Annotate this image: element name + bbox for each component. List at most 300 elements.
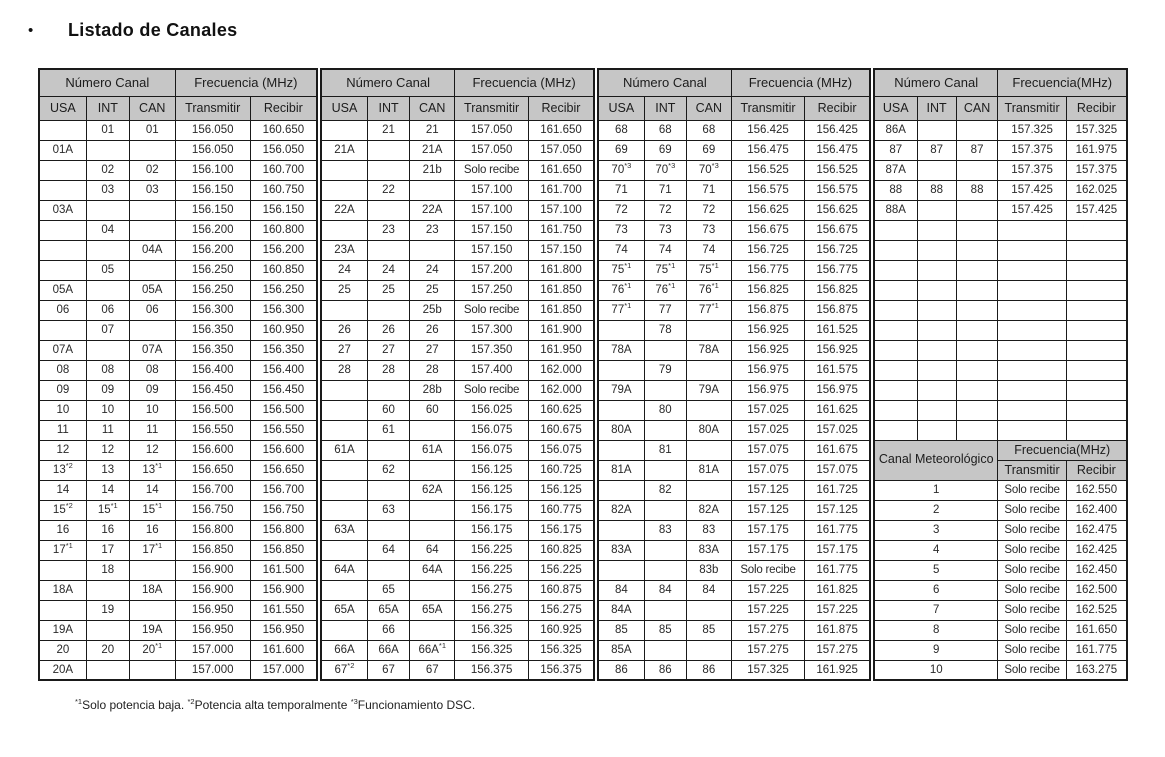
freq-cell: 156.225 bbox=[528, 560, 594, 580]
weather-header-row bbox=[874, 440, 1127, 460]
channel-cell: 22A bbox=[321, 200, 367, 220]
channel-cell: 68 bbox=[598, 120, 644, 140]
channel-cell: 84 bbox=[686, 580, 731, 600]
freq-cell: 157.125 bbox=[731, 500, 804, 520]
freq-cell: 156.350 bbox=[175, 340, 250, 360]
group-header-row bbox=[874, 69, 1127, 96]
channel-cell bbox=[39, 240, 86, 260]
column-header: Recibir bbox=[528, 96, 594, 120]
channel-cell: 02 bbox=[86, 160, 129, 180]
column-header-row bbox=[39, 96, 317, 120]
channel-row bbox=[321, 500, 594, 520]
channel-cell: 06 bbox=[86, 300, 129, 320]
channel-cell: 87A bbox=[874, 160, 917, 180]
freq-cell: 156.700 bbox=[250, 480, 317, 500]
freq-cell: 157.275 bbox=[731, 640, 804, 660]
freq-cell: 156.300 bbox=[250, 300, 317, 320]
column-header: INT bbox=[644, 96, 686, 120]
channel-cell bbox=[367, 300, 409, 320]
channel-cell bbox=[410, 420, 455, 440]
channel-cell bbox=[321, 400, 367, 420]
channel-row bbox=[598, 360, 870, 380]
channel-cell: 87 bbox=[917, 140, 956, 160]
channel-cell bbox=[129, 140, 175, 160]
group-header-row bbox=[598, 69, 870, 96]
channel-cell: 14 bbox=[129, 480, 175, 500]
channel-cell bbox=[598, 360, 644, 380]
channel-cell: 15$^{*2}$ bbox=[39, 500, 86, 520]
channel-row bbox=[39, 600, 317, 620]
freq-cell: 156.150 bbox=[175, 180, 250, 200]
channel-cell: 88 bbox=[917, 180, 956, 200]
channel-cell bbox=[644, 540, 686, 560]
freq-cell: 162.450 bbox=[1066, 560, 1127, 580]
channel-row bbox=[598, 160, 870, 180]
column-header: INT bbox=[917, 96, 956, 120]
freq-cell: 156.925 bbox=[731, 320, 804, 340]
channel-cell bbox=[956, 200, 998, 220]
freq-cell: 156.775 bbox=[805, 260, 870, 280]
freq-cell bbox=[1066, 400, 1127, 420]
channel-row bbox=[321, 260, 594, 280]
channel-row bbox=[321, 440, 594, 460]
channel-cell: 28 bbox=[367, 360, 409, 380]
freq-cell: 160.625 bbox=[528, 400, 594, 420]
channel-cell bbox=[686, 640, 731, 660]
freq-cell: 156.350 bbox=[250, 340, 317, 360]
channel-cell: 85 bbox=[686, 620, 731, 640]
weather-row bbox=[874, 480, 1127, 500]
freq-cell: 156.525 bbox=[805, 160, 870, 180]
freq-cell bbox=[1066, 280, 1127, 300]
freq-cell: 157.275 bbox=[731, 620, 804, 640]
freq-cell: 156.550 bbox=[250, 420, 317, 440]
channel-cell bbox=[410, 620, 455, 640]
channel-cell bbox=[367, 480, 409, 500]
channel-row bbox=[598, 400, 870, 420]
freq-cell bbox=[998, 380, 1066, 400]
channel-cell bbox=[321, 380, 367, 400]
weather-row bbox=[874, 540, 1127, 560]
bullet-icon: • bbox=[28, 22, 34, 39]
channel-cell bbox=[956, 220, 998, 240]
channel-cell: 24 bbox=[321, 260, 367, 280]
channel-cell: 12 bbox=[129, 440, 175, 460]
channel-cell: 85A bbox=[598, 640, 644, 660]
channel-row bbox=[598, 500, 870, 520]
channel-cell: 66A bbox=[321, 640, 367, 660]
freq-cell: Solo recibe bbox=[998, 540, 1066, 560]
channel-cell bbox=[321, 120, 367, 140]
freq-cell: 156.725 bbox=[805, 240, 870, 260]
column-header: Recibir bbox=[1066, 460, 1127, 480]
channel-cell: 83A bbox=[686, 540, 731, 560]
freq-cell: 161.750 bbox=[528, 220, 594, 240]
channel-cell: 71 bbox=[644, 180, 686, 200]
channel-cell bbox=[917, 300, 956, 320]
channel-cell: 60 bbox=[367, 400, 409, 420]
freq-cell: 156.175 bbox=[528, 520, 594, 540]
channel-cell: 64A bbox=[321, 560, 367, 580]
freq-cell: 161.975 bbox=[1066, 140, 1127, 160]
channel-row bbox=[321, 160, 594, 180]
freq-cell: 156.475 bbox=[731, 140, 804, 160]
freq-cell: 157.100 bbox=[455, 200, 529, 220]
channel-cell bbox=[86, 340, 129, 360]
group-header-row bbox=[321, 69, 594, 96]
channel-cell bbox=[321, 580, 367, 600]
channel-cell bbox=[917, 280, 956, 300]
freq-cell: 157.050 bbox=[455, 140, 529, 160]
freq-cell: 157.375 bbox=[998, 160, 1066, 180]
channel-cell: 24 bbox=[367, 260, 409, 280]
channel-cell bbox=[321, 620, 367, 640]
channel-cell: 85 bbox=[598, 620, 644, 640]
channel-cell: 01 bbox=[86, 120, 129, 140]
freq-cell bbox=[1066, 260, 1127, 280]
channel-cell: 83b bbox=[686, 560, 731, 580]
channel-cell: 21A bbox=[410, 140, 455, 160]
channel-cell: 23A bbox=[321, 240, 367, 260]
freq-cell: 156.925 bbox=[805, 340, 870, 360]
freq-cell: Solo recibe bbox=[998, 600, 1066, 620]
channel-cell: 12 bbox=[39, 440, 86, 460]
freq-cell: 156.450 bbox=[250, 380, 317, 400]
channel-cell: 71 bbox=[686, 180, 731, 200]
freq-cell bbox=[1066, 340, 1127, 360]
channel-cell: 78 bbox=[644, 320, 686, 340]
freq-cell: 162.425 bbox=[1066, 540, 1127, 560]
channel-cell bbox=[874, 240, 917, 260]
channel-cell: 12 bbox=[86, 440, 129, 460]
freq-cell: 157.175 bbox=[731, 540, 804, 560]
channel-cell bbox=[874, 220, 917, 240]
channel-cell: 84 bbox=[644, 580, 686, 600]
channel-cell: 10 bbox=[86, 400, 129, 420]
freq-cell: 157.275 bbox=[805, 640, 870, 660]
freq-cell: 157.350 bbox=[455, 340, 529, 360]
channel-row bbox=[598, 540, 870, 560]
weather-row bbox=[874, 560, 1127, 580]
channel-cell: 20 bbox=[86, 640, 129, 660]
channel-row bbox=[321, 580, 594, 600]
channel-cell bbox=[917, 120, 956, 140]
channel-cell: 01 bbox=[129, 120, 175, 140]
freq-cell: 156.400 bbox=[250, 360, 317, 380]
channel-row bbox=[598, 520, 870, 540]
channel-table-group-4 bbox=[873, 68, 1128, 681]
freq-cell: 156.650 bbox=[250, 460, 317, 480]
channel-cell: 88 bbox=[874, 180, 917, 200]
freq-cell: 157.075 bbox=[805, 460, 870, 480]
channel-cell: 27 bbox=[321, 340, 367, 360]
channel-cell bbox=[86, 200, 129, 220]
channel-cell: 27 bbox=[367, 340, 409, 360]
channel-cell: 66 bbox=[367, 620, 409, 640]
channel-cell: 17 bbox=[86, 540, 129, 560]
channel-cell bbox=[644, 340, 686, 360]
freq-cell: 156.500 bbox=[250, 400, 317, 420]
freq-cell bbox=[1066, 360, 1127, 380]
freq-cell: 156.825 bbox=[731, 280, 804, 300]
channel-cell bbox=[39, 120, 86, 140]
channel-cell bbox=[129, 560, 175, 580]
channel-cell: 21 bbox=[410, 120, 455, 140]
freq-cell: 156.725 bbox=[731, 240, 804, 260]
channel-cell: 75$^{*1}$ bbox=[644, 260, 686, 280]
channel-row bbox=[874, 300, 1127, 320]
freq-cell bbox=[998, 340, 1066, 360]
channel-cell: 72 bbox=[644, 200, 686, 220]
channel-cell bbox=[686, 400, 731, 420]
channel-row bbox=[598, 240, 870, 260]
column-header: CAN bbox=[129, 96, 175, 120]
channel-row bbox=[874, 200, 1127, 220]
channel-cell: 69 bbox=[644, 140, 686, 160]
channel-row bbox=[874, 360, 1127, 380]
channel-row bbox=[39, 640, 317, 660]
channel-cell: 74 bbox=[644, 240, 686, 260]
column-header: Transmitir bbox=[175, 96, 250, 120]
freq-cell: Solo recibe bbox=[455, 160, 529, 180]
freq-cell: 160.825 bbox=[528, 540, 594, 560]
channel-row bbox=[321, 600, 594, 620]
freq-cell: 156.825 bbox=[805, 280, 870, 300]
channel-cell: 21 bbox=[367, 120, 409, 140]
freq-cell: 157.050 bbox=[528, 140, 594, 160]
channel-cell: 64 bbox=[410, 540, 455, 560]
weather-channel-cell: 5 bbox=[874, 560, 998, 580]
channel-cell bbox=[129, 600, 175, 620]
channel-row bbox=[321, 320, 594, 340]
channel-cell: 70$^{*3}$ bbox=[598, 160, 644, 180]
column-header: INT bbox=[86, 96, 129, 120]
channel-row bbox=[321, 560, 594, 580]
freq-cell: Solo recibe bbox=[998, 640, 1066, 660]
freq-cell: 157.125 bbox=[805, 500, 870, 520]
freq-cell: 156.975 bbox=[805, 380, 870, 400]
channel-cell: 21A bbox=[321, 140, 367, 160]
channel-cell: 18 bbox=[86, 560, 129, 580]
channel-cell: 01A bbox=[39, 140, 86, 160]
channel-cell bbox=[321, 160, 367, 180]
freq-cell: 156.325 bbox=[528, 640, 594, 660]
channel-row bbox=[39, 320, 317, 340]
channel-cell: 05A bbox=[39, 280, 86, 300]
channel-cell: 88 bbox=[956, 180, 998, 200]
channel-table bbox=[597, 68, 871, 681]
freq-cell: 162.400 bbox=[1066, 500, 1127, 520]
channel-cell bbox=[917, 240, 956, 260]
channel-cell: 25b bbox=[410, 300, 455, 320]
channel-row bbox=[39, 460, 317, 480]
channel-cell bbox=[410, 460, 455, 480]
column-header: Transmitir bbox=[998, 96, 1066, 120]
channel-row bbox=[598, 180, 870, 200]
channel-cell: 74 bbox=[686, 240, 731, 260]
freq-cell bbox=[998, 300, 1066, 320]
channel-row bbox=[321, 660, 594, 680]
channel-cell bbox=[598, 520, 644, 540]
channel-cell: 02 bbox=[129, 160, 175, 180]
channel-cell: 16 bbox=[129, 520, 175, 540]
channel-row bbox=[874, 240, 1127, 260]
freq-cell: 157.150 bbox=[455, 220, 529, 240]
freq-cell: 156.850 bbox=[175, 540, 250, 560]
freq-cell: 156.275 bbox=[528, 600, 594, 620]
freq-cell bbox=[1066, 240, 1127, 260]
column-header: CAN bbox=[686, 96, 731, 120]
freq-cell: 156.150 bbox=[175, 200, 250, 220]
freq-cell: 156.800 bbox=[250, 520, 317, 540]
freq-cell: 156.525 bbox=[731, 160, 804, 180]
column-header: Transmitir bbox=[998, 460, 1066, 480]
freq-cell: 156.575 bbox=[731, 180, 804, 200]
channel-cell bbox=[874, 400, 917, 420]
weather-channel-cell: 9 bbox=[874, 640, 998, 660]
channel-cell bbox=[874, 380, 917, 400]
channel-row bbox=[39, 280, 317, 300]
freq-cell: 156.275 bbox=[455, 600, 529, 620]
channel-cell bbox=[956, 120, 998, 140]
channel-cell bbox=[598, 440, 644, 460]
channel-row bbox=[874, 120, 1127, 140]
channel-cell: 10 bbox=[39, 400, 86, 420]
freq-cell: 161.950 bbox=[528, 340, 594, 360]
channel-cell bbox=[644, 460, 686, 480]
channel-cell: 09 bbox=[129, 380, 175, 400]
channel-cell: 81 bbox=[644, 440, 686, 460]
freq-cell: 157.025 bbox=[731, 400, 804, 420]
channel-row bbox=[321, 620, 594, 640]
freq-cell: 156.075 bbox=[455, 440, 529, 460]
channel-row bbox=[39, 260, 317, 280]
freq-cell: 157.225 bbox=[731, 580, 804, 600]
channel-row bbox=[874, 260, 1127, 280]
freq-cell: 156.175 bbox=[455, 520, 529, 540]
channel-cell: 17$^{*1}$ bbox=[129, 540, 175, 560]
freq-cell: 157.325 bbox=[731, 660, 804, 680]
freq-cell: 156.950 bbox=[175, 620, 250, 640]
channel-cell bbox=[644, 380, 686, 400]
freq-cell: 157.200 bbox=[455, 260, 529, 280]
freq-cell: 156.125 bbox=[455, 460, 529, 480]
channel-row bbox=[321, 540, 594, 560]
channel-row bbox=[39, 160, 317, 180]
freq-cell: 161.525 bbox=[805, 320, 870, 340]
channel-row bbox=[598, 200, 870, 220]
channel-cell: 77 bbox=[644, 300, 686, 320]
channel-cell: 11 bbox=[129, 420, 175, 440]
channel-row bbox=[321, 400, 594, 420]
channel-cell: 72 bbox=[686, 200, 731, 220]
channel-row bbox=[598, 320, 870, 340]
channel-cell: 86A bbox=[874, 120, 917, 140]
channel-cell bbox=[410, 500, 455, 520]
freq-cell bbox=[1066, 220, 1127, 240]
channel-cell: 11 bbox=[86, 420, 129, 440]
channel-cell bbox=[644, 500, 686, 520]
channel-cell: 21b bbox=[410, 160, 455, 180]
channel-cell: 24 bbox=[410, 260, 455, 280]
freq-cell: 162.025 bbox=[1066, 180, 1127, 200]
channel-cell bbox=[874, 320, 917, 340]
channel-cell: 22A bbox=[410, 200, 455, 220]
channel-cell: 25 bbox=[367, 280, 409, 300]
freq-cell: 161.600 bbox=[250, 640, 317, 660]
channel-row bbox=[321, 520, 594, 540]
channel-cell bbox=[129, 200, 175, 220]
channel-row bbox=[598, 420, 870, 440]
channel-cell: 80A bbox=[686, 420, 731, 440]
column-header-row bbox=[598, 96, 870, 120]
freq-cell: 156.625 bbox=[805, 200, 870, 220]
channel-cell: 25 bbox=[321, 280, 367, 300]
freq-cell bbox=[998, 260, 1066, 280]
channel-cell bbox=[367, 380, 409, 400]
channel-cell: 66A bbox=[367, 640, 409, 660]
freq-cell: 157.425 bbox=[1066, 200, 1127, 220]
channel-cell: 25 bbox=[410, 280, 455, 300]
channel-cell: 76$^{*1}$ bbox=[686, 280, 731, 300]
channel-cell: $66A^{*1}$ bbox=[410, 640, 455, 660]
column-header-row bbox=[321, 96, 594, 120]
channel-cell: 67 bbox=[367, 660, 409, 680]
weather-row bbox=[874, 620, 1127, 640]
freq-cell: 156.050 bbox=[250, 140, 317, 160]
channel-cell: 82A bbox=[598, 500, 644, 520]
channel-cell bbox=[367, 160, 409, 180]
channel-row bbox=[321, 140, 594, 160]
freq-cell: 157.225 bbox=[731, 600, 804, 620]
channel-cell: 26 bbox=[321, 320, 367, 340]
channel-cell: 83 bbox=[644, 520, 686, 540]
channel-row bbox=[321, 360, 594, 380]
freq-cell: 156.750 bbox=[250, 500, 317, 520]
channel-cell: 73 bbox=[598, 220, 644, 240]
channel-cell bbox=[917, 200, 956, 220]
channel-cell: 63A bbox=[321, 520, 367, 540]
channel-row bbox=[874, 380, 1127, 400]
channel-row bbox=[598, 480, 870, 500]
channel-cell: 11 bbox=[39, 420, 86, 440]
freq-cell: 161.575 bbox=[805, 360, 870, 380]
channel-cell bbox=[686, 320, 731, 340]
freq-cell: 161.850 bbox=[528, 300, 594, 320]
group-header-channel: Número Canal bbox=[598, 69, 731, 96]
freq-cell bbox=[998, 220, 1066, 240]
freq-cell: 156.300 bbox=[175, 300, 250, 320]
freq-cell: 156.250 bbox=[250, 280, 317, 300]
channel-row bbox=[39, 580, 317, 600]
channel-row bbox=[321, 220, 594, 240]
freq-cell: 161.775 bbox=[1066, 640, 1127, 660]
freq-cell: 157.325 bbox=[998, 120, 1066, 140]
channel-cell: 70$^{*3}$ bbox=[644, 160, 686, 180]
freq-cell: Solo recibe bbox=[998, 620, 1066, 640]
page-title: Listado de Canales bbox=[68, 20, 238, 40]
channel-cell: 14 bbox=[39, 480, 86, 500]
channel-cell bbox=[644, 420, 686, 440]
freq-cell: 160.850 bbox=[250, 260, 317, 280]
channel-row bbox=[598, 380, 870, 400]
column-header: Transmitir bbox=[455, 96, 529, 120]
channel-cell: 13$^{*2}$ bbox=[39, 460, 86, 480]
channel-row bbox=[39, 140, 317, 160]
channel-cell: 84 bbox=[598, 580, 644, 600]
channel-row bbox=[321, 200, 594, 220]
channel-cell: 62 bbox=[367, 460, 409, 480]
